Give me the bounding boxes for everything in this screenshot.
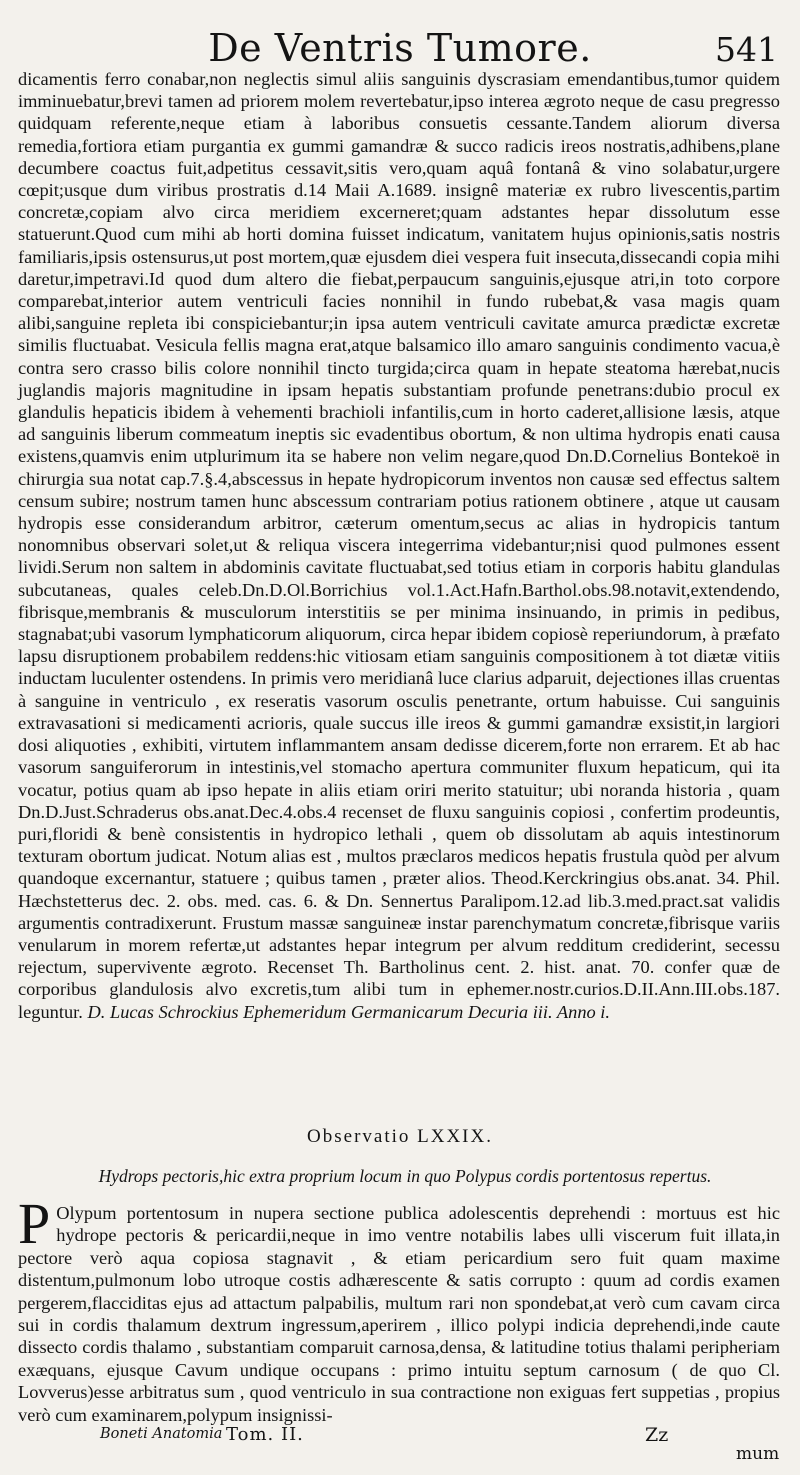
page-header — [0, 20, 800, 72]
page-footer — [0, 1422, 800, 1472]
author-signature: D. Lucas Schrockius Ephemeridum Germanicarum Decuria iii. Anno i. — [87, 1001, 611, 1022]
footer-source: Boneti Anatomia — [100, 1426, 223, 1442]
observation-paragraph: Olypum portentosum in nupera sectione publica adolescentis deprehendi : mortuus est hic hydrope pectoris & pericardii,neque in imo ventre notabilis labes ulli viscerum fuit illata,in pectore verò aqua copiosa stagnavit , & etiam pericardium sero fuit quam maxime distentum,pulmonum lobo utroque costis adhærescente & satis corrupto : quum ad cordis examen pergerem,flacciditas ejus ad attactum palpabilis, multum rari non spondebat,at verò cum cavam circa sui in cordis thalamum dextrum ingressum,aperirem , illico polypi indicia deprehendi,inde caute dissecto cordis thalamo , substantiam comparuit carnosa,densa, & latitudine totius thalami peripheriam exæquans, ejusque Cavum undique occupans : primo intuitu septum carnosum ( de quo Cl. Lovverus)esse arbitratus sum , quod ventriculo in sua contractione non exiguas fert suppetias , propius verò cum examinarem,polypum insignissi- — [18, 1203, 780, 1425]
catchword: mum — [736, 1444, 780, 1464]
drop-cap: P — [18, 1191, 51, 1256]
observation-subtitle: Hydrops pectoris,hic extra proprium locum in quo Polypus cordis portentosus repertus. — [98, 1166, 712, 1186]
running-title: De Ventris Tumore. — [208, 26, 592, 70]
body-text — [18, 68, 780, 1023]
page-number: 541 — [715, 30, 778, 69]
body-paragraph: dicamentis ferro conabar,non neglectis simul aliis sanguinis dyscrasiam emendantibus,tumor quidem imminuebatur,brevi tamen ad priorem molem revertebatur,ipso interea ægroto neque de casu pregresso quidquam referente,neque etiam à laboribus consuetis cessante.Tandem aliorum diversa remedia,fortiora etiam purgantia ex gummi gamandræ & succo radicis ireos nostratis,adhibens,plane decumbere coactus fuit,adpetitus cessavit,sitis vero,quam aquâ fontanâ & vino solabatur,urgere cœpit;usque dum viribus prostratis d.14 Maii A.1689. insignê materiæ ex rubro livescentis,partim concretæ,copiam alvo circa meridiem excerneret;quam adstantes hepar dissolutum esse statuerunt.Quod cum mihi ab horti domina fuisset indicatum, vanitatem hujus opinionis,satis nostris familiaris,ipsis ostensurus,ut post mortem,quæ ejusdem diei vespera fuit insecuta,dissecandi copia mihi daretur,impetravi.Id quod dum altero die fiebat,perpaucum sanguinis,ejusque atri,in toto corpore comparebat,interior autem ventriculi facies nonnihil in fundo rubebat,& vasa magis quam alibi,sanguine repleta ibi conspiciebantur;in ipsa autem ventriculi cavitate amurca prædictæ excretæ similis fluctuabat. Vesicula fellis magna erat,atque balsamico illo amaro sanguinis condimento vacua,è contra sero crasso bilis colore nonnihil tincto turgida;circa quam in hepate steatoma hærebat,nucis juglandis majoris magnitudine in ipsam hepatis substantiam profunde penetrans:dubio procul ex glandulis hepaticis ibidem à vehementi brachioli infantilis,cum in horto caderet,allisione læsis, atque ad sanguinis liberum commeatum ineptis sic evadentibus obortum, & non ultima hydropis enati causa existens,quamvis enim utplurimum ita se habere non velim negare,quod Dn.D.Cornelius Bontekoë in chirurgia sua notat cap.7.§.4,abscessus in hepate hydropicorum inventos non causæ sed effectus saltem censum subire; nostrum tamen hunc abscessum contrariam potius rationem obtinere , atque ut causam hydropis esse considerandum arbitror, cæterum omentum,secus ac alias in hydropicis tantum nonomnibus observari solet,ut & reliqua viscera integerrima videbantur;nisi quod pulmones essent lividi.Serum non saltem in abdominis cavitate fluctuabat,sed totius etiam in corporis habitu glandulas subcutaneas, quales celeb.Dn.D.Ol.Borrichius vol.1.Act.Hafn.Barthol.obs.98.notavit,extendendo, fibrisque,membranis & musculorum interstitiis se per minima insinuando, in primis in pedibus, stagnabat;ubi vasorum lymphaticorum aliquorum, circa hepar ibidem copiosè reperiundorum, à præfato lapsu disruptionem probabilem reddens:hic vitiosam etiam sanguinis compositionem à tot diætæ vitiis inductam luculenter ostendens. In primis vero meridianâ luce clarius adparuit, dejectiones illas cruentas à sanguine in ventriculo , ex reseratis vasorum osculis penetrante, ortum habuisse. Cui sanguinis extravasationi si medicamenti acrioris, quale succus ille ireos & gummi gamandræ exsistit,in largiori dosi aliquoties , exhibiti, virtutem inflammantem ansam dedisse dicerem,forte non errarem. Et ab hac vasorum sanguiferorum in intestinis,vel stomacho apertura communiter fluxum hepaticum, qui ita vocatur, potius quam ab ipso hepate in aliis etiam oriri merito statuitur; ubi noranda historia , quam Dn.D.Just.Schraderus obs.anat.Dec.4.obs.4 recenset de fluxu sanguinis copiosi , confertim prodeuntis, puri,floridi & benè consistentis in hydropico lethali , quem ob dissolutam ab aquis intestinorum texturam obortum judicat. Notum alias est , multos præclaros medicos hepatis frustula quòd per alvum quandoque excernantur, statuere ; quibus tamen , præter alios. Theod.Kerckringius obs.anat. 34. Phil. Hæchstetterus dec. 2. obs. med. cas. 6. & Dn. Sennertus Paralipom.12.ad lib.3.med.pract.sat validis argumentis contradixerunt. Frustum massæ sanguineæ instar parenchymatum concretæ,fibrisque variis venularum in morem refertæ,ut adstantes hepar integrum per alvum redditum crediderint, secessu rejectum, supervivente ægroto. Recenset Th. Bartholinus cent. 2. hist. anat. 70. confer quæ de corporibus glandulosis alvo excretis,tum alibi tum in ephemer.nostr.curios.D.II.Ann.III.obs.187. leguntur. — [18, 69, 780, 1022]
signature-mark: Zz — [645, 1424, 669, 1446]
observation-heading: Observatio LXXIX. — [307, 1126, 493, 1147]
footer-volume: Tom. II. — [226, 1424, 304, 1445]
observation-text — [18, 1191, 780, 1426]
